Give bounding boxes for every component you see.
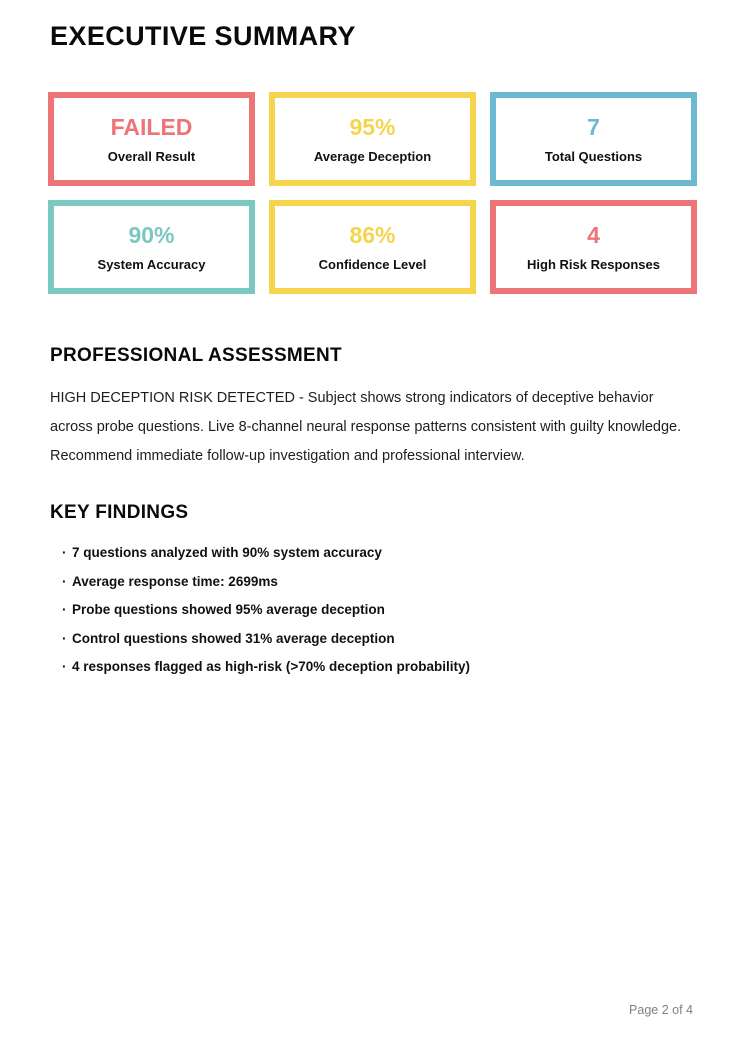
finding-item [62,568,697,597]
finding-text: 7 questions analyzed with 90% system accuracy [72,545,382,560]
stat-card [269,200,476,294]
finding-text: Control questions showed 31% average deception [72,630,395,646]
stat-value: 90% [128,221,175,248]
stat-card [490,200,697,294]
findings-heading: KEY FINDINGS [50,502,189,523]
bullet-icon: · [62,573,67,589]
stat-value: 86% [349,221,396,248]
stat-label: Confidence Level [318,256,427,272]
stat-card [48,200,255,294]
bullet-icon: · [62,630,67,646]
stat-card [269,92,476,186]
stat-value: 95% [349,113,396,140]
stat-value: 7 [587,113,600,140]
stats-grid [48,92,697,294]
stat-card [490,92,697,186]
stat-value: FAILED [110,113,193,140]
finding-item [62,596,697,625]
bullet-icon: · [62,545,67,560]
finding-item [62,625,697,654]
findings-list [62,539,697,682]
stat-label: Total Questions [544,148,643,164]
stat-label: High Risk Responses [527,256,660,272]
stat-value: 4 [587,221,600,248]
stat-label: Average Deception [313,148,432,164]
assessment-body: HIGH DECEPTION RISK DETECTED - Subject shows strong indicators of deceptive behavior across probe questions. Live 8-channel neural response patterns consistent with guilty knowledge. Recommend immediate follow-up investigation and professional interview. [50,390,682,464]
finding-text: Probe questions showed 95% average deception [72,602,385,618]
stat-label: System Accuracy [97,256,206,272]
bullet-icon: · [62,659,67,675]
finding-text: 4 responses flagged as high-risk (>70% deception probability) [72,659,470,675]
assessment-heading: PROFESSIONAL ASSESSMENT [50,345,342,366]
bullet-icon: · [62,602,67,618]
stat-card [48,92,255,186]
finding-item [62,539,697,568]
finding-text: Average response time: 2699ms [72,573,278,589]
page-title: EXECUTIVE SUMMARY [50,21,356,51]
stat-label: Overall Result [107,148,196,164]
finding-item [62,653,697,682]
page-number: Page 2 of 4 [629,1003,693,1017]
